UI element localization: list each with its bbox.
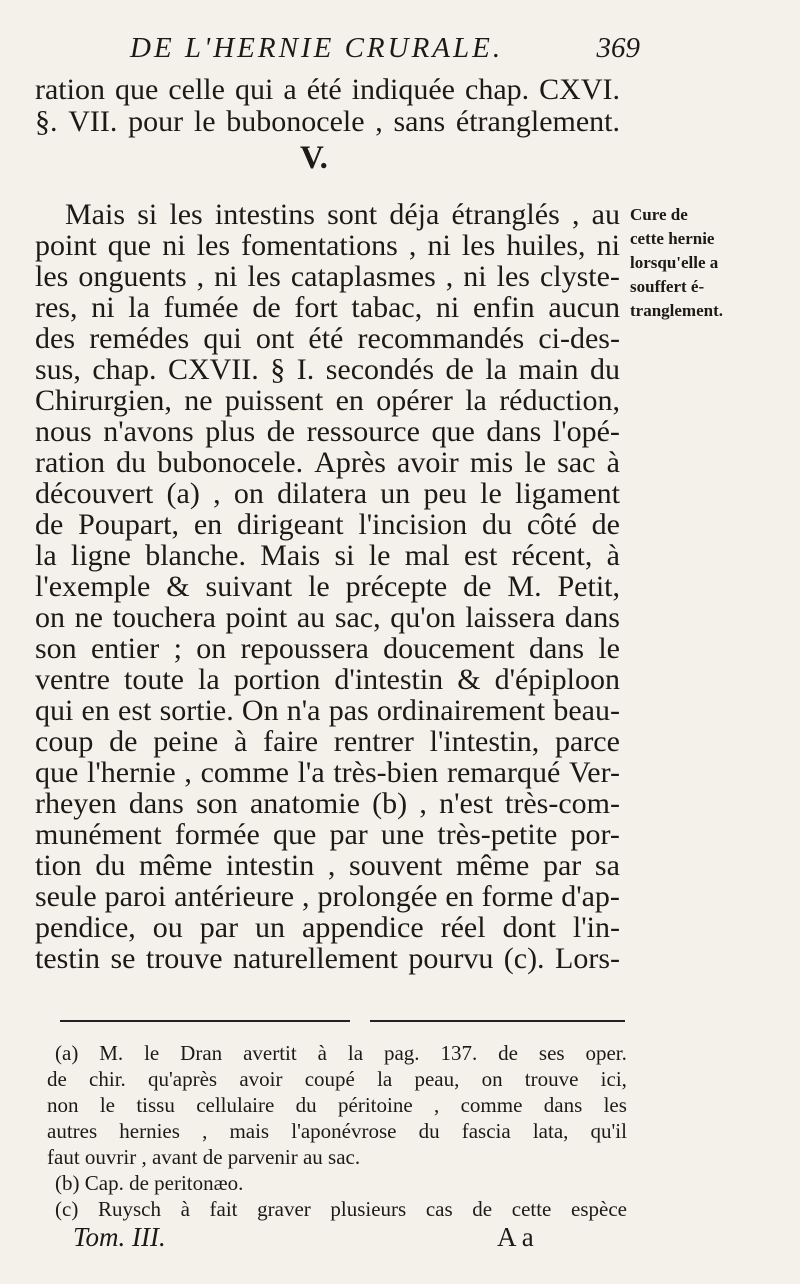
text-line: testin se trouve naturellement pourvu (c). Lors- (35, 942, 620, 975)
text-line: ventre toute la portion d'intestin & d'épiploon (35, 663, 620, 696)
text-line: nous n'avons plus de ressource que dans l'opé- (35, 415, 620, 448)
footnote-line: (c) Ruysch à fait graver plusieurs cas de cette espèce (55, 1197, 627, 1221)
text-line: Chirurgien, ne puissent en opérer la réduction, (35, 384, 620, 417)
margin-note-line: lorsqu'elle a (630, 253, 719, 272)
text-line: pendice, ou par un appendice réel dont l'in- (35, 911, 620, 944)
footnote-line: non le tissu cellulaire du péritoine , comme dans les (47, 1093, 627, 1117)
text-line: rheyen dans son anatomie (b) , n'est très-com- (35, 787, 620, 820)
text-line: l'exemple & suivant le précepte de M. Petit, (35, 570, 620, 603)
text-line: Mais si les intestins sont déja étranglés , au (65, 198, 620, 231)
text-line: que l'hernie , comme l'a très-bien remarqué Ver- (35, 756, 620, 789)
text-line: ration du bubonocele. Après avoir mis le sac à (35, 446, 620, 479)
gathering-mark: A a (497, 1222, 534, 1252)
margin-note-line: tranglement. (630, 301, 724, 320)
text-line: coup de peine à faire rentrer l'intestin, parce (35, 725, 620, 758)
text-line: sus, chap. CXVII. § I. secondés de la main du (35, 353, 620, 386)
text-line: de Poupart, en dirigeant l'incision du côté de (35, 508, 620, 541)
margin-note-line: cette hernie (630, 229, 715, 248)
carryover-line: ration que celle qui a été indiquée chap. CXVI. (35, 73, 620, 106)
carryover-line: §. VII. pour le bubonocele , sans étranglement. (35, 105, 620, 138)
footnote-rule-right (370, 1020, 625, 1022)
text-line: on ne touchera point au sac, qu'on laissera dans (35, 601, 620, 634)
page-number: 369 (596, 32, 640, 64)
running-head (130, 32, 640, 72)
text-line: les onguents , ni les cataplasmes , ni les clyste- (35, 260, 620, 293)
running-title: DE L'HERNIE CRURALE. (130, 32, 504, 64)
text-line: son entier ; on repoussera doucement dans le (35, 632, 620, 665)
volume-signature: Tom. III. (73, 1222, 166, 1252)
text-line: tion du même intestin , souvent même par sa (35, 849, 620, 882)
text-line: seule paroi antérieure , prolongée en forme d'ap- (35, 880, 620, 913)
footnote-line: autres hernies , mais l'aponévrose du fascia lata, qu'il (47, 1119, 627, 1143)
footnote-line: (b) Cap. de peritonæo. (55, 1171, 244, 1195)
footnote-line: faut ouvrir , avant de parvenir au sac. (47, 1145, 361, 1169)
footnote-line: de chir. qu'après avoir coupé la peau, on trouve ici, (47, 1067, 627, 1091)
margin-note-line: Cure de (630, 205, 688, 224)
footnote-rule-left (60, 1020, 350, 1022)
text-line: découvert (a) , on dilatera un peu le ligament (35, 477, 620, 510)
text-line: la ligne blanche. Mais si le mal est récent, à (35, 539, 620, 572)
margin-note (630, 203, 760, 323)
margin-note-line: souffert é- (630, 277, 705, 296)
text-line: res, ni la fumée de fort tabac, ni enfin aucun (35, 291, 620, 324)
text-line: qui en est sortie. On n'a pas ordinairement beau- (35, 694, 620, 727)
text-line: munément formée que par une très-petite por- (35, 818, 620, 851)
footnote-line: (a) M. le Dran avertit à la pag. 137. de ses oper. (55, 1041, 627, 1065)
text-line: des remédes qui ont été recommandés ci-des- (35, 322, 620, 355)
text-line: point que ni les fomentations , ni les huiles, ni (35, 229, 620, 262)
section-number: V. (300, 140, 328, 176)
